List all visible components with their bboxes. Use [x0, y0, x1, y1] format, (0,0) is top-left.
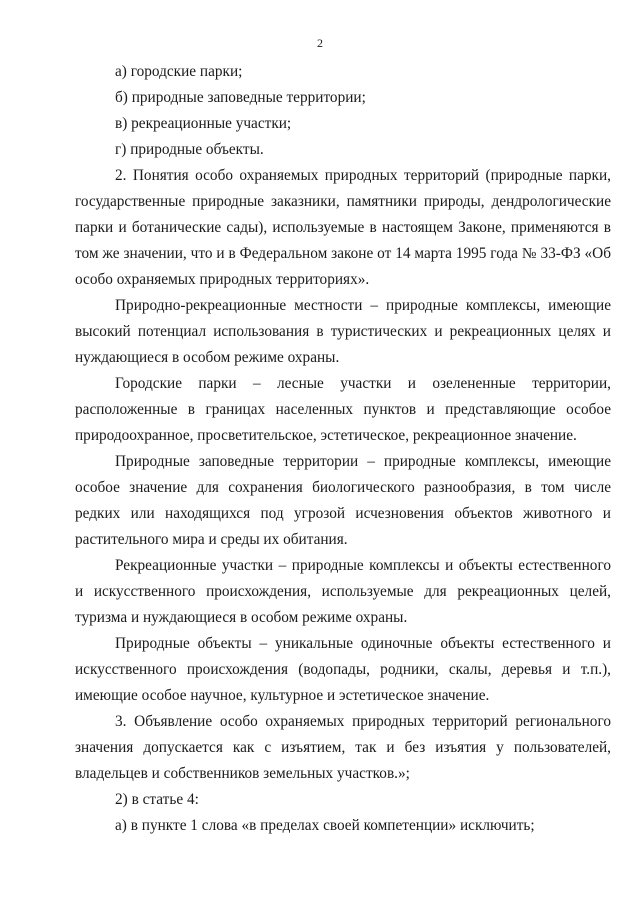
- paragraph-definition-recreational-areas: Рекреационные участки – природные комплексы и объекты естественного и искусственного происхождения, используемые для рекреационных целей, туризма и нуждающиеся в особом режиме охраны.: [75, 557, 611, 626]
- document-body: [75, 59, 611, 839]
- list-item-reserved-territories: б) природные заповедные территории;: [115, 89, 366, 106]
- page-number: 2: [317, 36, 323, 50]
- list-item-recreational-areas: в) рекреационные участки;: [115, 115, 292, 132]
- list-item-natural-objects: г) природные объекты.: [115, 141, 264, 158]
- list-item-city-parks: а) городские парки;: [115, 63, 243, 80]
- paragraph-declaration: 3. Объявление особо охраняемых природных территорий регионального значения допускается как с изъятием, так и без изъятия у пользователей, владельцев и собственников земельных участков.»;: [75, 713, 611, 782]
- paragraph-definition-natural-objects: Природные объекты – уникальные одиночные объекты естественного и искусственного происхождения (водопады, родники, скалы, деревья и т.п.), имеющие особое научное, культурное и эстетическое значение.: [75, 635, 611, 704]
- paragraph-definition-recreational-localities: Природно-рекреационные местности – природные комплексы, имеющие высокий потенциал использования в туристических и рекреационных целях и нуждающиеся в особом режиме охраны.: [75, 297, 611, 366]
- paragraph-definition-city-parks: Городские парки – лесные участки и озелененные территории, расположенные в границах населенных пунктов и представляющие особое природоохранное, просветительское, эстетическое, рекреационное значение.: [75, 375, 611, 444]
- paragraph-definition-reserved-territories: Природные заповедные территории – природные комплексы, имеющие особое значение для сохранения биологического разнообразия, в том числе редких или находящихся под угрозой исчезновения объектов животного и растительного мира и среды их обитания.: [75, 453, 611, 548]
- paragraph-article-4: 2) в статье 4:: [115, 791, 199, 808]
- paragraph-concepts: 2. Понятия особо охраняемых природных территорий (природные парки, государственные природные заказники, памятники природы, дендрологические парки и ботанические сады), используемые в настоящем Законе, применяются в том же значении, что и в Федеральном законе от 14 марта 1995 года № 33-ФЗ «Об особо охраняемых природных территориях».: [75, 167, 611, 288]
- paragraph-article-4-item-1: а) в пункте 1 слова «в пределах своей компетенции» исключить;: [115, 817, 535, 834]
